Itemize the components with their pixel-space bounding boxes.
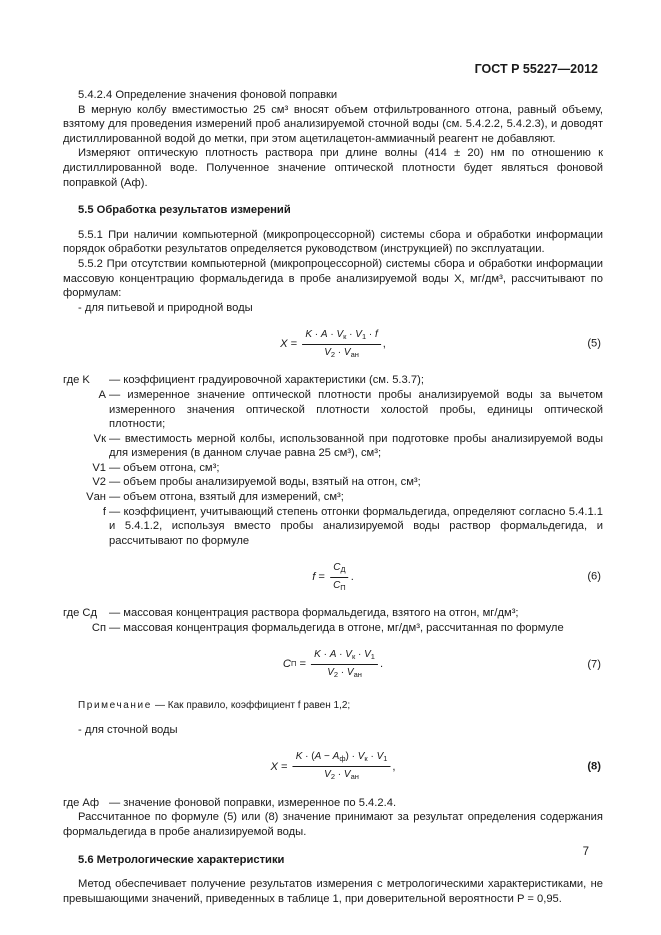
section-5424-title: 5.4.2.4 Определение значения фоновой поправки [78, 89, 338, 101]
equation-number: (6) [587, 571, 601, 584]
formula-7-body: C П = $\frac{K \cdot A \cdot V_к \cdot V_1}{V_2 \cdot V_{ан}}$ . [282, 649, 384, 680]
definition-item: A — измеренное значение оптической плотности пробы анализируемой воды за вычетом измеренного значения оптической плотности холостой пробы, единицы оптической плотности; [98, 388, 603, 431]
list-item: - для сточной воды [78, 724, 178, 737]
equation-number: (7) [587, 658, 601, 671]
definition-item: где Aф — значение фоновой поправки, измеренное по 5.4.2.4. [63, 796, 397, 809]
definition-item: f — коэффициент, учитывающий степень отгонки формальдегида, определяют согласно 5.4.1.1 и 5.4.1.2, используя вместо пробы анализируемой воды раствор формальдегида, и рассчитывают по формуле [102, 505, 603, 547]
definition-item: Cп — массовая концентрация формальдегида в отгоне, мг/дм³, рассчитанная по формуле [91, 622, 564, 635]
formula-7 [63, 642, 603, 688]
list-item: - для питьевой и природной воды [78, 301, 253, 314]
section-55-title: 5.5 Обработка результатов измерений [78, 204, 291, 217]
definitions-5 [63, 373, 603, 548]
paragraph: Измеряют оптическую плотность раствора при длине волны (414 ± 20) нм по отношению к дистиллированной воде. Полученное значение оптической плотности будет являться фоновой поправкой (Aф). [63, 147, 603, 189]
definition-item: V2 — объем пробы анализируемой воды, взятый на отгон, см³; [92, 476, 421, 489]
definition-item: Vан — объем отгона, взятый для измерений, см³; [86, 491, 344, 504]
paragraph: 5.5.1 При наличии компьютерной (микропроцессорной) системы сбора и обработки информации порядок обработки результатов определяется руководством (инструкцией) по эксплуатации. [63, 228, 603, 256]
formula-6 [63, 554, 603, 600]
formula-5 [63, 321, 603, 367]
equation-number: (8) [587, 760, 601, 773]
definition-item: Vк — вместимость мерной колбы, использованной при подготовке пробы анализируемой воды для измерения (в данном случае равна 25 см³), см³; [93, 432, 603, 460]
definition-item: где K — коэффициент градуировочной характеристики (см. 5.3.7); [63, 374, 424, 387]
formula-5-body: X = $\frac{K \cdot A \cdot V_к \cdot V_1 \cdot f}{V_2 \cdot V_{ан}}$ , [280, 328, 386, 359]
note [63, 698, 603, 714]
formula-8 [63, 744, 603, 790]
formula-8-body: X = $\frac{K \cdot (A - A_ф) \cdot V_к \cdot V_1}{V_2 \cdot V_{ан}}$ , [270, 751, 396, 782]
note-text: — Как правило, коэффициент f равен 1,2; [155, 699, 351, 711]
equation-number: (5) [587, 338, 601, 351]
paragraph: Рассчитанное по формуле (5) или (8) значение принимают за результат определения содержания формальдегида в пробе анализируемой воды. [63, 811, 603, 838]
formula-6-body: f = $\frac{C_Д}{C_П}$ . [312, 561, 354, 592]
page-number: 7 [582, 846, 589, 858]
section-56-title: 5.6 Метрологические характеристики [78, 853, 285, 866]
definition-item: V1 — объем отгона, см³; [92, 461, 220, 474]
page-content [63, 88, 603, 906]
definitions-6 [63, 606, 603, 635]
paragraph: В мерную колбу вместимостью 25 см³ вносят объем отфильтрованного отгона, равный объему, взятому для проведения измерений проб анализируемой сточной воды (см. 5.4.2.2, 5.4.2.3), и доводят дистиллированной водой до метки, при этом ацетилацетон-аммиачный реагент не добавляют. [63, 103, 603, 145]
paragraph: 5.5.2 При отсутствии компьютерной (микропроцессорной) системы сбора и обработки информации массовую концентрацию формальдегида в пробе анализируемой воды X, мг/дм³, рассчитывают по формулам: [63, 257, 603, 300]
definition-item: где Cд — массовая концентрация раствора формальдегида, взятого на отгон, мг/дм³; [63, 607, 519, 620]
paragraph: Метод обеспечивает получение результатов измерения с метрологическими характеристиками, не превышающими значений, приведенных в таблице 1, при доверительной вероятности P = 0,95. [63, 878, 603, 905]
standard-header: ГОСТ Р 55227—2012 [474, 62, 598, 76]
note-label: Примечание [78, 699, 152, 711]
